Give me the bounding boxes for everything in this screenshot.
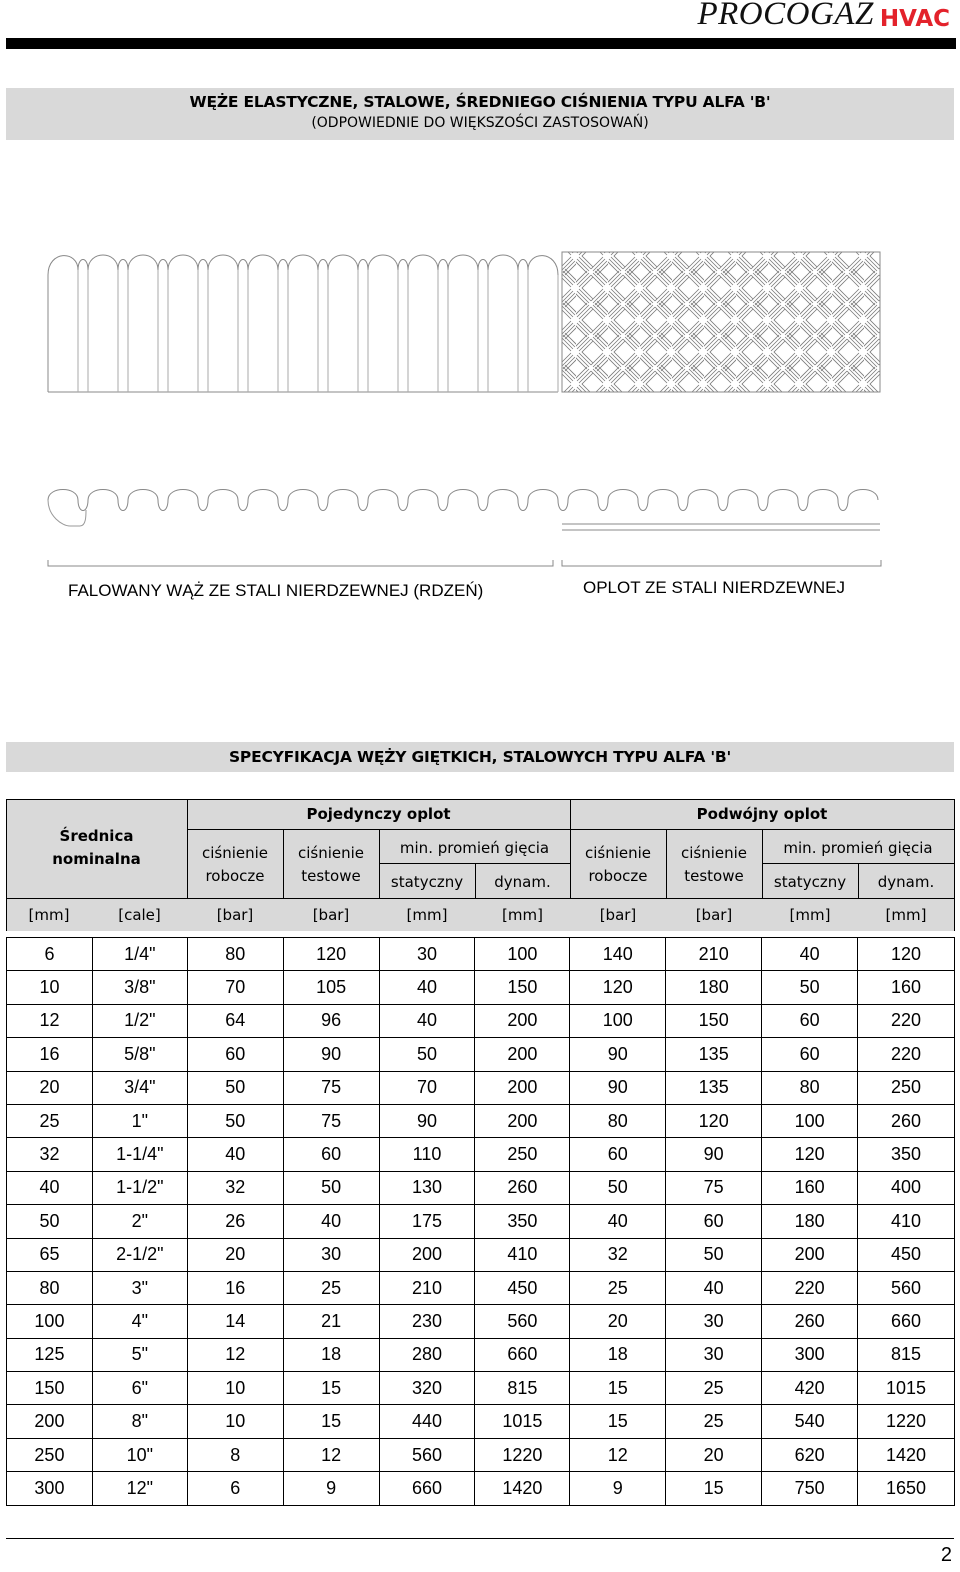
header-unit-divider [6, 898, 955, 899]
table-cell: 220 [858, 1038, 955, 1071]
table-cell: 50 [187, 1104, 283, 1137]
spec-title: SPECYFIKACJA WĘŻY GIĘTKICH, STALOWYCH TYPU ALFA 'B' [6, 742, 954, 772]
hose-illustration [0, 240, 960, 580]
table-cell: 40 [7, 1171, 93, 1204]
table-cell: 10" [92, 1438, 187, 1471]
table-row [7, 1138, 955, 1171]
table-cell: 60 [762, 1038, 858, 1071]
table-cell: 10 [187, 1372, 283, 1405]
table-cell: 130 [379, 1171, 475, 1204]
double-bend-radius: min. promień gięcia [783, 839, 933, 857]
table-cell: 260 [475, 1171, 570, 1204]
table-cell: 3" [92, 1271, 187, 1304]
table-cell: 200 [379, 1238, 475, 1271]
table-cell: 450 [475, 1271, 570, 1304]
table-cell: 410 [858, 1205, 955, 1238]
brand-logo [697, 0, 950, 36]
table-cell: 260 [858, 1104, 955, 1137]
table-cell: 9 [283, 1472, 379, 1505]
unit-cell: [mm] [885, 906, 927, 924]
table-cell: 180 [666, 971, 762, 1004]
table-cell: 40 [762, 938, 858, 971]
test-pressure-line2: testowe [301, 867, 361, 885]
working-pressure-line1: ciśnienie [201, 844, 269, 862]
table-cell: 1220 [858, 1405, 955, 1438]
table-row [7, 1405, 955, 1438]
table-cell: 150 [475, 971, 570, 1004]
table-cell: 350 [858, 1138, 955, 1171]
table-row [7, 1205, 955, 1238]
table-cell: 6 [187, 1472, 283, 1505]
double-working-pressure [570, 842, 666, 888]
header-border-right [954, 799, 955, 931]
table-cell: 60 [283, 1138, 379, 1171]
table-cell: 40 [666, 1271, 762, 1304]
table-cell: 135 [666, 1071, 762, 1104]
unit-cell: [bar] [216, 906, 254, 924]
spec-table [6, 937, 955, 1506]
title-band [6, 88, 954, 140]
table-cell: 21 [283, 1305, 379, 1338]
unit-cell: [mm] [789, 906, 831, 924]
double-dynamic: dynam. [877, 873, 935, 891]
table-cell: 200 [475, 1071, 570, 1104]
table-cell: 2" [92, 1205, 187, 1238]
table-cell: 14 [187, 1305, 283, 1338]
table-cell: 180 [762, 1205, 858, 1238]
table-row [7, 1438, 955, 1471]
table-cell: 105 [283, 971, 379, 1004]
single-test-pressure [283, 842, 379, 888]
label-braid: OPLOT ZE STALI NIERDZEWNEJ [583, 578, 845, 597]
table-cell: 100 [570, 1004, 666, 1037]
test-pressure-line1: ciśnienie [680, 844, 748, 862]
table-row [7, 1238, 955, 1271]
table-cell: 200 [475, 1038, 570, 1071]
table-cell: 12 [283, 1438, 379, 1471]
table-cell: 260 [762, 1305, 858, 1338]
table-cell: 400 [858, 1171, 955, 1204]
table-cell: 15 [666, 1472, 762, 1505]
table-cell: 150 [666, 1004, 762, 1037]
table-cell: 65 [7, 1238, 93, 1271]
footer-rule [6, 1538, 954, 1539]
page-number: 2 [940, 1544, 952, 1566]
table-cell: 540 [762, 1405, 858, 1438]
table-cell: 6" [92, 1372, 187, 1405]
table-cell: 90 [379, 1104, 475, 1137]
table-cell: 16 [187, 1271, 283, 1304]
table-cell: 90 [283, 1038, 379, 1071]
diameter-header [6, 825, 187, 871]
table-cell: 440 [379, 1405, 475, 1438]
table-cell: 6 [7, 938, 93, 971]
table-cell: 660 [475, 1338, 570, 1371]
table-cell: 5" [92, 1338, 187, 1371]
table-cell: 50 [7, 1205, 93, 1238]
table-cell: 280 [379, 1338, 475, 1371]
table-cell: 10 [7, 971, 93, 1004]
table-cell: 25 [283, 1271, 379, 1304]
table-cell: 100 [7, 1305, 93, 1338]
table-cell: 20 [666, 1438, 762, 1471]
working-pressure-line2: robocze [205, 867, 265, 885]
table-cell: 15 [283, 1405, 379, 1438]
table-cell: 120 [283, 938, 379, 971]
table-cell: 120 [666, 1104, 762, 1137]
table-cell: 80 [570, 1104, 666, 1137]
group-single-braid: Pojedynczy oplot [306, 805, 451, 823]
table-cell: 1-1/2" [92, 1171, 187, 1204]
table-cell: 25 [666, 1372, 762, 1405]
table-cell: 96 [283, 1004, 379, 1037]
table-cell: 40 [283, 1205, 379, 1238]
table-cell: 220 [762, 1271, 858, 1304]
table-cell: 30 [379, 938, 475, 971]
table-cell: 40 [379, 971, 475, 1004]
table-row [7, 971, 955, 1004]
table-cell: 18 [570, 1338, 666, 1371]
table-cell: 80 [7, 1271, 93, 1304]
table-cell: 120 [570, 971, 666, 1004]
table-cell: 300 [7, 1472, 93, 1505]
table-cell: 200 [475, 1104, 570, 1137]
table-cell: 1-1/4" [92, 1138, 187, 1171]
table-cell: 660 [858, 1305, 955, 1338]
working-pressure-line1: ciśnienie [584, 844, 652, 862]
table-cell: 750 [762, 1472, 858, 1505]
table-row [7, 1004, 955, 1037]
table-cell: 90 [666, 1138, 762, 1171]
table-cell: 110 [379, 1138, 475, 1171]
table-cell: 1220 [475, 1438, 570, 1471]
table-cell: 12 [570, 1438, 666, 1471]
single-working-pressure [187, 842, 283, 888]
unit-cell: [bar] [695, 906, 733, 924]
table-cell: 560 [379, 1438, 475, 1471]
table-cell: 250 [475, 1138, 570, 1171]
table-cell: 75 [283, 1104, 379, 1137]
table-row [7, 1372, 955, 1405]
brand-tag: HVAC [879, 6, 950, 32]
table-cell: 50 [283, 1171, 379, 1204]
table-cell: 80 [762, 1071, 858, 1104]
table-cell: 410 [475, 1238, 570, 1271]
table-row [7, 1271, 955, 1304]
table-cell: 60 [666, 1205, 762, 1238]
diameter-header-line1: Średnica [59, 827, 134, 845]
table-cell: 1015 [475, 1405, 570, 1438]
table-cell: 175 [379, 1205, 475, 1238]
table-cell: 3/4" [92, 1071, 187, 1104]
table-cell: 320 [379, 1372, 475, 1405]
table-row [7, 1071, 955, 1104]
table-cell: 80 [187, 938, 283, 971]
table-cell: 1420 [858, 1438, 955, 1471]
table-cell: 70 [379, 1071, 475, 1104]
table-cell: 250 [858, 1071, 955, 1104]
table-cell: 20 [187, 1238, 283, 1271]
brand-name: PROCOGAZ [697, 0, 874, 32]
unit-cell: [bar] [599, 906, 637, 924]
table-cell: 12" [92, 1472, 187, 1505]
table-cell: 230 [379, 1305, 475, 1338]
table-cell: 30 [666, 1338, 762, 1371]
unit-cell: [mm] [406, 906, 448, 924]
table-row [7, 1104, 955, 1137]
table-cell: 30 [283, 1238, 379, 1271]
unit-cell: [mm] [28, 906, 70, 924]
table-cell: 450 [858, 1238, 955, 1271]
table-cell: 30 [666, 1305, 762, 1338]
table-cell: 60 [762, 1004, 858, 1037]
table-cell: 40 [379, 1004, 475, 1037]
table-header [6, 799, 955, 931]
table-cell: 5/8" [92, 1038, 187, 1071]
table-cell: 120 [858, 938, 955, 971]
table-cell: 150 [7, 1372, 93, 1405]
table-cell: 210 [666, 938, 762, 971]
table-cell: 1/2" [92, 1004, 187, 1037]
table-cell: 300 [762, 1338, 858, 1371]
table-cell: 815 [475, 1372, 570, 1405]
table-cell: 25 [570, 1271, 666, 1304]
table-cell: 26 [187, 1205, 283, 1238]
group-double-braid: Podwójny oplot [696, 805, 828, 823]
table-cell: 9 [570, 1472, 666, 1505]
table-cell: 25 [7, 1104, 93, 1137]
page-title: WĘŻE ELASTYCZNE, STALOWE, ŚREDNIEGO CIŚNIENIA TYPU ALFA 'B' [189, 93, 771, 111]
header-rule [6, 38, 956, 49]
table-cell: 50 [570, 1171, 666, 1204]
table-cell: 560 [858, 1271, 955, 1304]
page-subtitle: (ODPOWIEDNIE DO WIĘKSZOŚCI ZASTOSOWAŃ) [311, 115, 649, 131]
table-cell: 1" [92, 1104, 187, 1137]
table-cell: 200 [7, 1405, 93, 1438]
table-cell: 560 [475, 1305, 570, 1338]
unit-cell: [mm] [502, 906, 543, 924]
table-cell: 50 [379, 1038, 475, 1071]
table-cell: 1420 [475, 1472, 570, 1505]
diameter-header-line2: nominalna [52, 850, 141, 868]
table-row [7, 1472, 955, 1505]
table-cell: 160 [762, 1171, 858, 1204]
table-cell: 75 [666, 1171, 762, 1204]
table-cell: 200 [762, 1238, 858, 1271]
table-cell: 135 [666, 1038, 762, 1071]
table-cell: 90 [570, 1071, 666, 1104]
table-cell: 1015 [858, 1372, 955, 1405]
table-cell: 100 [475, 938, 570, 971]
table-cell: 125 [7, 1338, 93, 1371]
table-cell: 350 [475, 1205, 570, 1238]
header-group-rule [187, 829, 954, 830]
table-cell: 250 [7, 1438, 93, 1471]
table-cell: 40 [570, 1205, 666, 1238]
table-cell: 220 [858, 1004, 955, 1037]
table-cell: 140 [570, 938, 666, 971]
table-cell: 50 [666, 1238, 762, 1271]
table-row [7, 938, 955, 971]
table-row [7, 1338, 955, 1371]
table-cell: 815 [858, 1338, 955, 1371]
table-cell: 15 [283, 1372, 379, 1405]
table-cell: 32 [7, 1138, 93, 1171]
table-cell: 50 [762, 971, 858, 1004]
table-cell: 15 [570, 1405, 666, 1438]
table-cell: 40 [187, 1138, 283, 1171]
table-cell: 25 [666, 1405, 762, 1438]
table-cell: 10 [187, 1405, 283, 1438]
table-cell: 100 [762, 1104, 858, 1137]
table-row [7, 1171, 955, 1204]
table-cell: 75 [283, 1071, 379, 1104]
table-cell: 60 [187, 1038, 283, 1071]
table-cell: 1/4" [92, 938, 187, 971]
table-cell: 16 [7, 1038, 93, 1071]
table-cell: 1650 [858, 1472, 955, 1505]
table-row [7, 1305, 955, 1338]
table-cell: 64 [187, 1004, 283, 1037]
table-cell: 90 [570, 1038, 666, 1071]
double-static: statyczny [773, 873, 847, 891]
table-cell: 70 [187, 971, 283, 1004]
table-cell: 3/8" [92, 971, 187, 1004]
table-cell: 420 [762, 1372, 858, 1405]
table-cell: 200 [475, 1004, 570, 1037]
table-cell: 620 [762, 1438, 858, 1471]
table-cell: 660 [379, 1472, 475, 1505]
test-pressure-line2: testowe [684, 867, 744, 885]
table-cell: 2-1/2" [92, 1238, 187, 1271]
table-cell: 12 [187, 1338, 283, 1371]
table-cell: 32 [570, 1238, 666, 1271]
single-dynamic: dynam. [494, 873, 551, 891]
table-cell: 8 [187, 1438, 283, 1471]
table-cell: 4" [92, 1305, 187, 1338]
table-cell: 120 [762, 1138, 858, 1171]
unit-cell: [cale] [118, 906, 161, 924]
table-cell: 18 [283, 1338, 379, 1371]
table-cell: 15 [570, 1372, 666, 1405]
test-pressure-line1: ciśnienie [297, 844, 365, 862]
header-border-top [6, 799, 955, 800]
table-cell: 50 [187, 1071, 283, 1104]
table-cell: 8" [92, 1405, 187, 1438]
table-cell: 20 [7, 1071, 93, 1104]
double-test-pressure [666, 842, 762, 888]
table-cell: 12 [7, 1004, 93, 1037]
unit-cell: [bar] [312, 906, 350, 924]
table-row [7, 1038, 955, 1071]
table-cell: 210 [379, 1271, 475, 1304]
table-cell: 160 [858, 971, 955, 1004]
table-cell: 32 [187, 1171, 283, 1204]
working-pressure-line2: robocze [588, 867, 648, 885]
single-bend-radius: min. promień gięcia [399, 839, 550, 857]
table-cell: 60 [570, 1138, 666, 1171]
table-cell: 20 [570, 1305, 666, 1338]
single-static: statyczny [390, 873, 464, 891]
label-core: FALOWANY WĄŻ ZE STALI NIERDZEWNEJ (RDZEŃ) [68, 581, 484, 600]
spec-table-body [7, 938, 955, 1506]
